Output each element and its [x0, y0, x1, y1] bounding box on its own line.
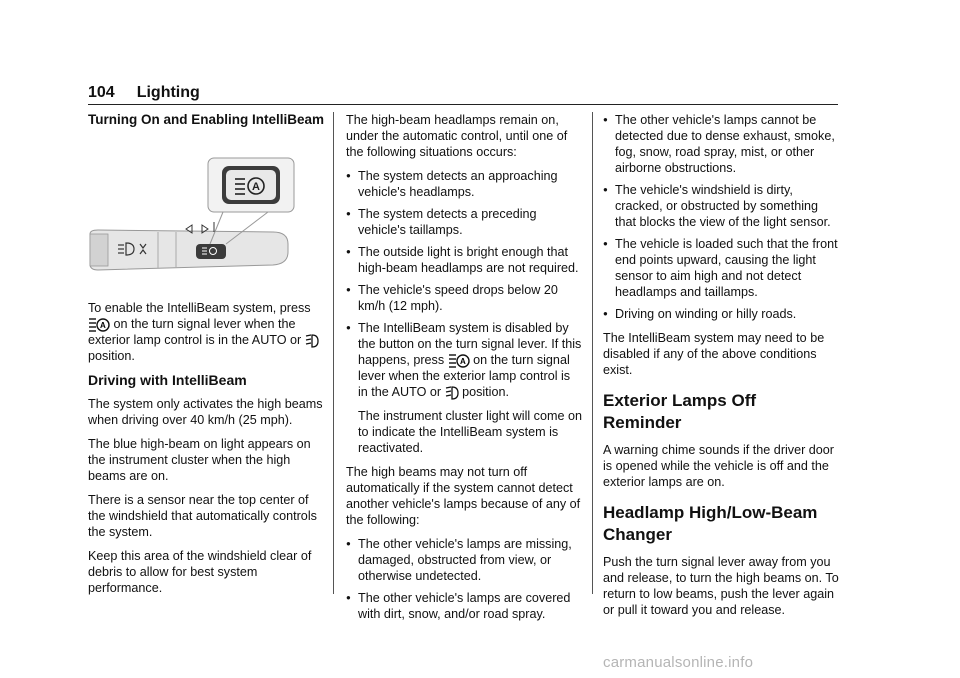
- disabled-text-pre: The IntelliBeam system is disabled by the button on the turn signal lever. If this happens, press: [358, 321, 582, 367]
- list-item: ● The other vehicle's lamps are covered with dirt, snow, and/or road spray.: [346, 590, 582, 622]
- turn-signal-lever-illustration: [88, 152, 298, 282]
- column-divider-2: [592, 112, 593, 594]
- column-left: [88, 112, 324, 604]
- list-item: ● The other vehicle's lamps cannot be detected due to dense exhaust, smoke, fog, snow, road spray, mist, or other airborne obstructions.: [603, 112, 839, 176]
- disabled-text-mid: on the turn signal lever when the exterior lamp control is in the AUTO or: [358, 353, 571, 400]
- enable-text-mid: on the turn signal lever when the exterior lamp control is in the AUTO or: [88, 317, 302, 348]
- paragraph-cluster-light: The instrument cluster light will come on to indicate the IntelliBeam system is reactivated.: [358, 409, 582, 456]
- conditions-list: [346, 536, 582, 622]
- headlamp-icon: [305, 333, 319, 348]
- headlamp-icon: [445, 385, 459, 400]
- paragraph-warning-chime: A warning chime sounds if the driver door is opened while the vehicle is off and the exterior lamps are on.: [603, 443, 835, 489]
- list-item-disabled: [346, 320, 582, 400]
- paragraph-activation: The system only activates the high beams when driving over 40 km/h (25 mph).: [88, 397, 323, 428]
- disabled-text-post: position.: [462, 385, 509, 400]
- list-item: ● The system detects a preceding vehicle's taillamps.: [346, 206, 582, 238]
- enable-text-pre: To enable the IntelliBeam system, press: [88, 301, 311, 315]
- header-rule: [88, 104, 838, 105]
- list-item: ● The system detects an approaching vehicle's headlamps.: [346, 168, 582, 200]
- paragraph-keep-clear: Keep this area of the windshield clear of debris to allow for best system performance.: [88, 549, 312, 596]
- heading-exterior-lamps-reminder: Exterior Lamps Off Reminder: [603, 391, 757, 432]
- svg-text:A: A: [459, 357, 466, 367]
- svg-text:A: A: [252, 181, 260, 193]
- intellibeam-icon: [88, 317, 110, 332]
- heading-turning-on: Turning On and Enabling IntelliBeam: [88, 112, 325, 127]
- list-item: ● Driving on winding or hilly roads.: [603, 306, 839, 322]
- page-number: 104: [88, 84, 115, 101]
- column-divider-1: [333, 112, 334, 594]
- svg-text:A: A: [100, 321, 106, 331]
- paragraph-beam-changer: Push the turn signal lever away from you and release, to turn the high beams on. To return to low beams, push the lever again or pull it toward you and release.: [603, 555, 839, 617]
- page-header: [88, 84, 200, 102]
- paragraph-sensor: There is a sensor near the top center of the windshield that automatically controls the system.: [88, 493, 317, 540]
- enable-instruction: [88, 300, 324, 364]
- column-middle: [346, 112, 582, 630]
- section-title: Lighting: [136, 84, 200, 101]
- paragraph-blue-light: The blue high-beam on light appears on the instrument cluster when the high beams are on.: [88, 437, 311, 484]
- paragraph-may-need-disable: The IntelliBeam system may need to be disabled if any of the above conditions exist.: [603, 331, 825, 377]
- conditions-list-continued: [603, 112, 839, 322]
- situations-list: [346, 168, 582, 400]
- list-item: ● The other vehicle's lamps are missing, damaged, obstructed from view, or otherwise undetected.: [346, 536, 582, 584]
- column-right: [603, 112, 839, 626]
- watermark: carmanualsonline.info: [603, 654, 754, 671]
- list-item: ● The outside light is bright enough that high-beam headlamps are not required.: [346, 244, 582, 276]
- heading-beam-changer: Headlamp High/Low-Beam Changer: [603, 503, 818, 544]
- list-item: ● The vehicle's windshield is dirty, cracked, or obstructed by something that blocks the view of the light sensor.: [603, 182, 839, 230]
- list-item: ● The vehicle is loaded such that the front end points upward, causing the light sensor to aim high and not detect headlamps and taillamps.: [603, 236, 839, 300]
- intellibeam-icon: [448, 353, 470, 368]
- heading-driving-intellibeam: Driving with IntelliBeam: [88, 372, 247, 389]
- paragraph-may-not-turn-off: The high beams may not turn off automatically if the system cannot detect another vehicle's lamps because of any of the following:: [346, 465, 581, 528]
- enable-text-post: position.: [88, 349, 135, 364]
- paragraph-high-beam-remain: The high-beam headlamps remain on, under the automatic control, until one of the following situations occurs:: [346, 113, 568, 159]
- list-item: ● The vehicle's speed drops below 20 km/h (12 mph).: [346, 282, 582, 314]
